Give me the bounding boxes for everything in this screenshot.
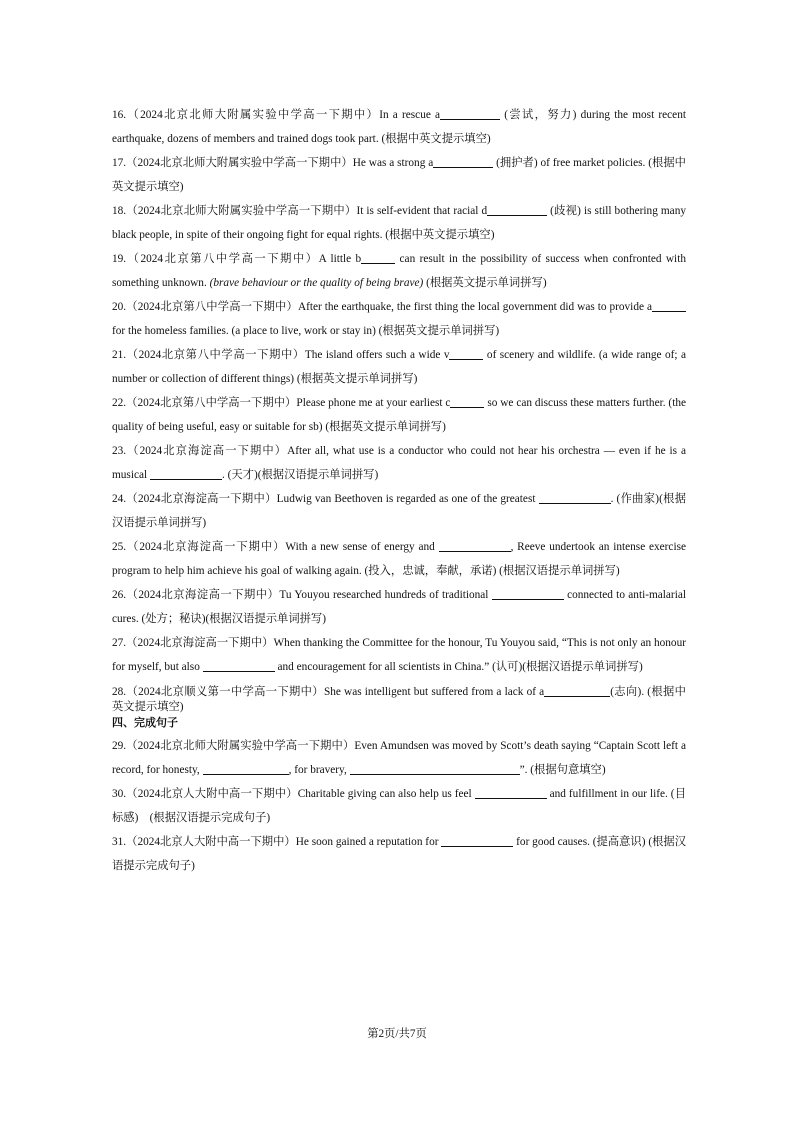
question-31: 31.（2024北京人大附中高一下期中）He soon gained a reputation for for good causes. (提高意识) (根据汉语提示完成句子) bbox=[112, 836, 687, 872]
answer-blank[interactable] bbox=[450, 395, 484, 408]
answer-blank[interactable] bbox=[475, 786, 547, 799]
answer-blank[interactable] bbox=[440, 107, 500, 120]
answer-blank[interactable] bbox=[487, 203, 547, 216]
answer-blank[interactable] bbox=[439, 539, 511, 552]
question-list bbox=[112, 103, 686, 878]
question-25: 25.（2024北京海淀高一下期中）With a new sense of energy and , Reeve undertook an intense exercise program to help him achieve his goal of walking again. (投入，忠诚，奉献，承诺) (根据汉语提示单词拼写) bbox=[112, 541, 686, 577]
answer-blank[interactable] bbox=[350, 762, 520, 775]
page-number: 第2页/共7页 bbox=[367, 1028, 427, 1040]
question-26: 26.（2024北京海淀高一下期中）Tu Youyou researched hundreds of traditional connected to anti-malarial cures. (处方；秘诀)(根据汉语提示单词拼写) bbox=[112, 589, 686, 625]
answer-blank[interactable] bbox=[203, 659, 275, 672]
question-18: 18.（2024北京北师大附属实验中学高一下期中）It is self-evident that racial d (歧视) is still bothering many black people, in spite of their ongoing fight for equal rights. (根据中英文提示填空) bbox=[112, 205, 686, 241]
answer-blank[interactable] bbox=[539, 491, 611, 504]
question-20: 20.（2024北京第八中学高一下期中）After the earthquake, the first thing the local government did was to provide a for the homeless families. (a place to live, work or stay in) (根据英文提示单词拼写) bbox=[112, 295, 686, 343]
question-27: 27.（2024北京海淀高一下期中）When thanking the Committee for the honour, Tu Youyou said, “This is not only an honour for myself, but also and encouragement for all scientists in China.” (认可)(根据汉语提示单词拼写) bbox=[112, 637, 686, 673]
answer-blank[interactable] bbox=[544, 684, 610, 697]
question-28: 28.（2024北京顺义第一中学高一下期中）She was intelligent but suffered from a lack of a (志向). (根据中英文提示填空) bbox=[112, 686, 686, 713]
answer-blank[interactable] bbox=[492, 587, 564, 600]
answer-blank[interactable] bbox=[652, 299, 686, 312]
question-22: 22.（2024北京第八中学高一下期中）Please phone me at your earliest c so we can discuss these matters further. (the quality of being useful, easy or suitable for sb) (根据英文提示单词拼写) bbox=[112, 397, 686, 433]
section-heading: 四、完成句子 bbox=[112, 716, 178, 729]
answer-blank[interactable] bbox=[433, 155, 493, 168]
question-21: 21.（2024北京第八中学高一下期中）The island offers such a wide v of scenery and wildlife. (a wide range of; a number or collection of different things) (根据英文提示单词拼写) bbox=[112, 349, 686, 385]
question-29: 29.（2024北京北师大附属实验中学高一下期中）Even Amundsen was moved by Scott’s death saying “Captain Scott left a record, for honesty, , for bravery, ”. (根据句意填空) bbox=[112, 740, 686, 776]
question-17: 17.（2024北京北师大附属实验中学高一下期中）He was a strong a (拥护者) of free market policies. (根据中英文提示填空) bbox=[112, 157, 686, 193]
answer-blank[interactable] bbox=[150, 467, 222, 480]
answer-blank[interactable] bbox=[441, 834, 513, 847]
answer-blank[interactable] bbox=[449, 347, 483, 360]
question-23: 23.（2024北京海淀高一下期中）After all, what use is a conductor who could not hear his orchestra — even if he is a musical . (天才)(根据汉语提示单词拼写) bbox=[112, 445, 686, 481]
question-16: 16.（2024北京北师大附属实验中学高一下期中）In a rescue a (尝试，努力) during the most recent earthquake, dozens of members and trained dogs took part. (根据中英文提示填空) bbox=[112, 109, 686, 145]
question-30: 30.（2024北京人大附中高一下期中）Charitable giving can also help us feel and fulfillment in our life. (目标感) (根据汉语提示完成句子) bbox=[112, 788, 687, 824]
question-19: 19.（2024北京第八中学高一下期中）A little b can result in the possibility of success when confronted with something unknown. (brave behaviour or the quality of being brave) (根据英文提示单词拼写) bbox=[112, 253, 686, 289]
answer-blank[interactable] bbox=[203, 762, 289, 775]
question-24: 24.（2024北京海淀高一下期中）Ludwig van Beethoven is regarded as one of the greatest . (作曲家)(根据汉语提示单词拼写) bbox=[112, 493, 686, 529]
answer-blank[interactable] bbox=[361, 251, 395, 264]
